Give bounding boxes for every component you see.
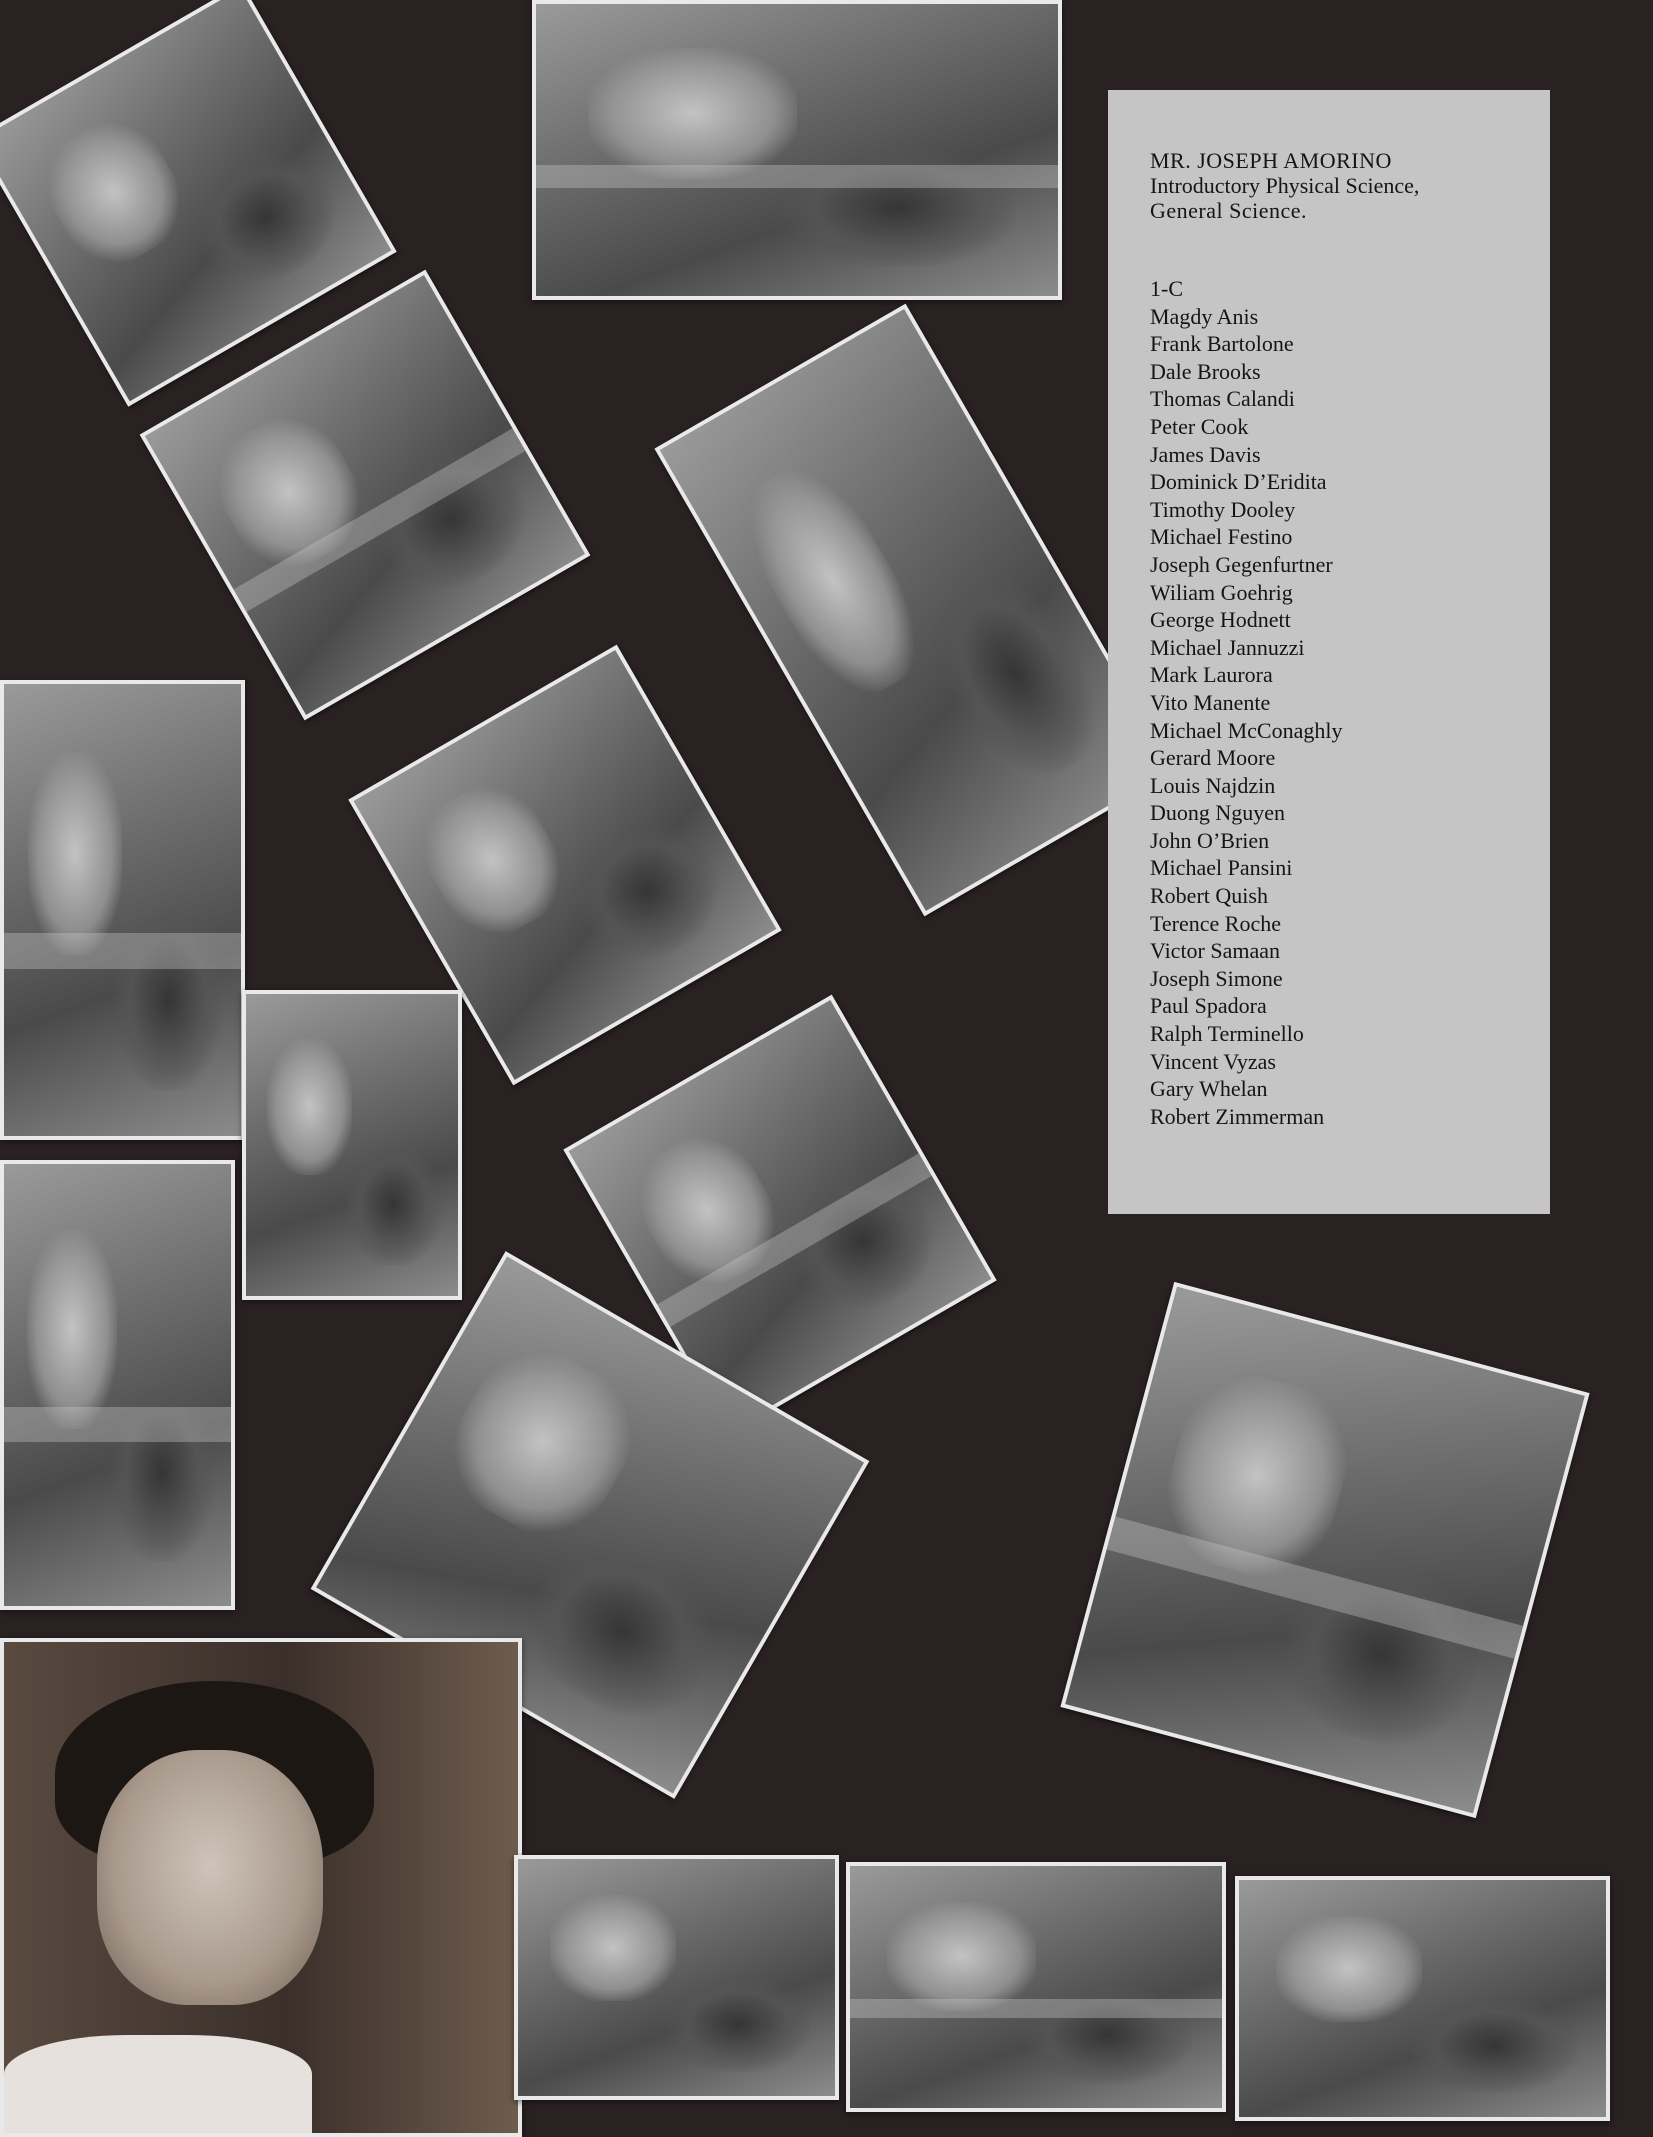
list-item: Frank Bartolone bbox=[1150, 331, 1294, 357]
list-item: Thomas Calandi bbox=[1150, 386, 1295, 412]
list-item: Dominick D’Eridita bbox=[1150, 469, 1327, 495]
photo-students-writing-bottom-right bbox=[1235, 1876, 1610, 2121]
class-roster-panel bbox=[1108, 90, 1550, 1214]
photo-teacher-portrait bbox=[0, 1638, 522, 2137]
photo-students-small-center-left bbox=[242, 990, 462, 1300]
photo-two-students-bottom bbox=[514, 1855, 839, 2100]
list-item: Wiliam Goehrig bbox=[1150, 579, 1293, 605]
list-item: Timothy Dooley bbox=[1150, 496, 1296, 522]
list-item: Duong Nguyen bbox=[1150, 800, 1286, 826]
list-item: Vincent Vyzas bbox=[1150, 1048, 1276, 1074]
list-item: Peter Cook bbox=[1150, 413, 1249, 439]
list-item: Michael McConaghly bbox=[1150, 717, 1343, 743]
list-item: Mark Laurora bbox=[1150, 662, 1273, 688]
list-item: Magdy Anis bbox=[1150, 303, 1259, 329]
list-item: Louis Najdzin bbox=[1150, 772, 1276, 798]
list-item: Robert Quish bbox=[1150, 883, 1268, 909]
list-item: Joseph Simone bbox=[1150, 965, 1283, 991]
photo-lab-sink-left bbox=[0, 680, 245, 1140]
homeroom-label: 1-C bbox=[1150, 276, 1183, 301]
photo-three-students-bottom bbox=[846, 1862, 1226, 2112]
subjects-line-1: Introductory Physical Science, bbox=[1150, 173, 1420, 198]
list-item: John O’Brien bbox=[1150, 827, 1270, 853]
list-item: Victor Samaan bbox=[1150, 938, 1281, 964]
list-item: James Davis bbox=[1150, 441, 1261, 467]
photo-tilted-students-with-textbooks bbox=[1060, 1282, 1589, 1818]
photo-tilted-boy-close-up bbox=[654, 304, 1175, 917]
student-list bbox=[1150, 303, 1520, 1131]
list-item: Vito Manente bbox=[1150, 689, 1271, 715]
photo-students-at-desks-top bbox=[532, 0, 1062, 300]
list-item: Joseph Gegenfurtner bbox=[1150, 551, 1333, 577]
list-item: Dale Brooks bbox=[1150, 358, 1261, 384]
list-item: Robert Zimmerman bbox=[1150, 1103, 1325, 1129]
list-item: Michael Festino bbox=[1150, 524, 1293, 550]
teacher-name: MR. JOSEPH AMORINO bbox=[1150, 148, 1392, 173]
list-item: Terence Roche bbox=[1150, 910, 1281, 936]
subjects-line-2: General Science. bbox=[1150, 198, 1308, 223]
photo-classroom-rows-left bbox=[0, 1160, 235, 1610]
list-item: Ralph Terminello bbox=[1150, 1021, 1304, 1047]
list-item: Michael Pansini bbox=[1150, 855, 1293, 881]
list-item: Michael Jannuzzi bbox=[1150, 634, 1305, 660]
list-item: Paul Spadora bbox=[1150, 993, 1267, 1019]
list-item: George Hodnett bbox=[1150, 607, 1291, 633]
list-item: Gary Whelan bbox=[1150, 1076, 1268, 1102]
list-item: Gerard Moore bbox=[1150, 745, 1276, 771]
